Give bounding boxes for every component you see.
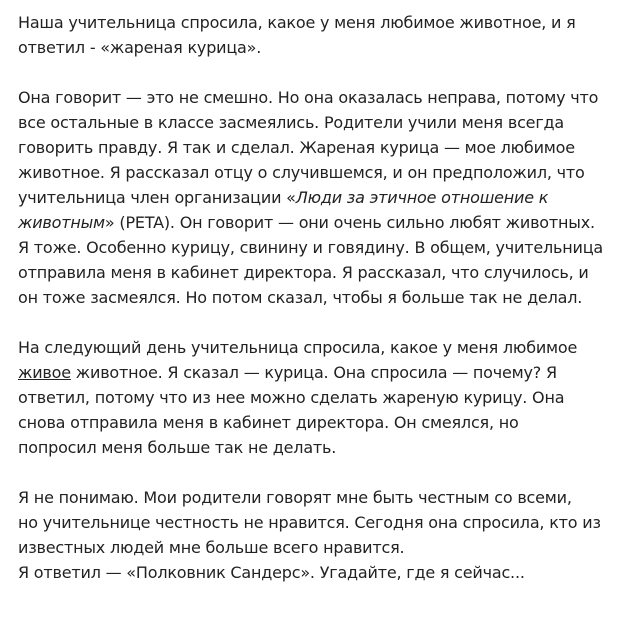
paragraph-2 xyxy=(18,85,628,310)
text-line: он тоже засмеялся. Но потом сказал, чтобы я больше так не делал. xyxy=(18,288,583,307)
text-line: Я ответил — «Полковник Сандерс». Угадайте, где я сейчас... xyxy=(18,563,525,582)
text-segment: учительница член организации « xyxy=(18,188,296,207)
organization-name-italic: животным xyxy=(18,213,105,232)
paragraph-1 xyxy=(18,10,628,60)
text-line: попросил меня больше так не делать. xyxy=(18,438,337,457)
text-line: Я не понимаю. Мои родители говорят мне быть честным со всеми, xyxy=(18,488,572,507)
organization-name-italic: Люди за этичное отношение к xyxy=(295,188,549,207)
text-line: ответил - «жареная курица». xyxy=(18,38,262,57)
text-segment: животное. Я сказал — курица. Она спросила — почему? Я xyxy=(70,363,557,382)
text-line: отправила меня в кабинет директора. Я рассказал, что случилось, и xyxy=(18,263,589,282)
text-line: все остальные в классе засмеялись. Родители учили меня всегда xyxy=(18,113,564,132)
paragraph-3 xyxy=(18,335,628,460)
text-line: Она говорит — это не смешно. Но она оказалась неправа, потому что xyxy=(18,88,599,107)
text-line: животное. Я рассказал отцу о случившемся, и он предположил, что xyxy=(18,163,585,182)
text-line: Я тоже. Особенно курицу, свинину и говядину. В общем, учительница xyxy=(18,238,604,257)
text-line xyxy=(18,185,628,210)
text-line: но учительнице честность не нравится. Сегодня она спросила, кто из xyxy=(18,513,601,532)
text-line: ответил, потому что из нее можно сделать жареную курицу. Она xyxy=(18,388,565,407)
text-line: известных людей мне больше всего нравится. xyxy=(18,538,405,557)
text-line: На следующий день учительница спросила, какое у меня любимое xyxy=(18,338,578,357)
text-line xyxy=(18,360,628,385)
text-line: говорить правду. Я так и сделал. Жареная курица — мое любимое xyxy=(18,138,575,157)
text-line: снова отправила меня в кабинет директора. Он смеялся, но xyxy=(18,413,519,432)
text-line xyxy=(18,210,628,235)
text-line: Наша учительница спросила, какое у меня любимое животное, и я xyxy=(18,13,576,32)
paragraph-4 xyxy=(18,485,628,585)
underlined-word: живое xyxy=(18,363,71,382)
text-segment: » (PETA). Он говорит — они очень сильно любят животных. xyxy=(104,213,595,232)
